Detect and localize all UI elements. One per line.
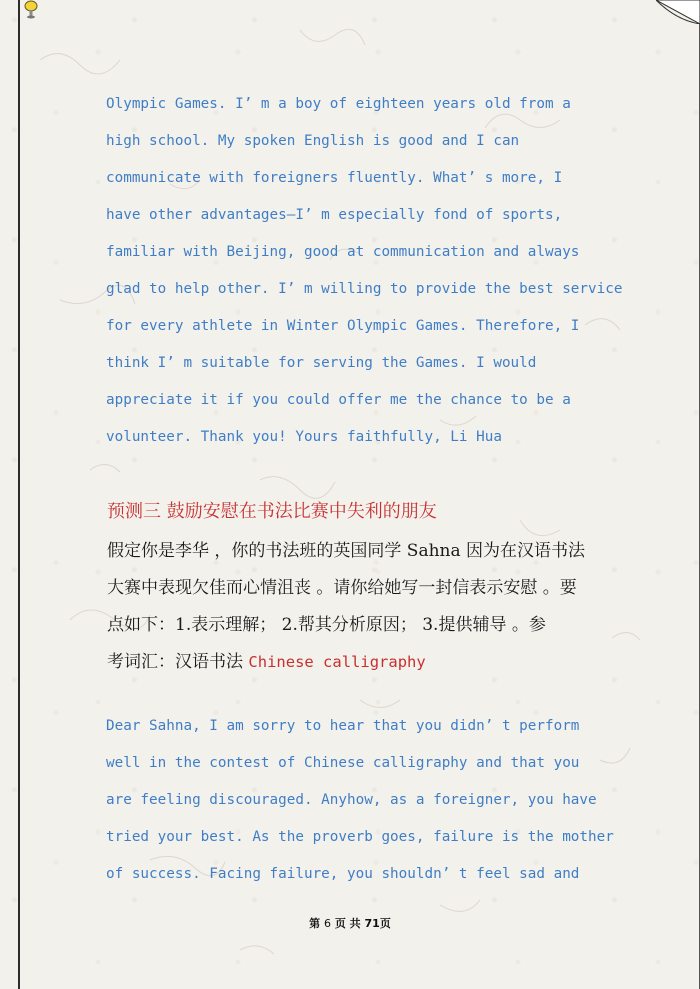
text-line: familiar with Beijing, good at communication and always (106, 244, 580, 260)
left-margin-line (18, 0, 20, 989)
vocab-line (107, 644, 607, 681)
text-line: communicate with foreigners fluently. What’ s more, I (106, 170, 563, 186)
prompt-line: 假定你是李华 ，你的书法班的英国同学 Sahna 因为在汉语书法 (107, 541, 586, 561)
prompt-line: 点如下：1.表示理解； 2.帮其分析原因； 3.提供辅导 。参 (107, 615, 546, 635)
text-line: of success. Facing failure, you shouldn’ t feel sad and (106, 866, 580, 882)
vocab-label: 考词汇：汉语书法 (107, 652, 249, 672)
footer-label: 页 (379, 917, 391, 930)
page-number: 6 (324, 917, 331, 930)
section-title: 预测三 鼓励安慰在书法比赛中失利的朋友 (107, 501, 437, 522)
text-line: have other advantages—I’ m especially fond of sports, (106, 207, 563, 223)
text-line: Dear Sahna, I am sorry to hear that you didn’ t perform (106, 718, 580, 734)
text-line: for every athlete in Winter Olympic Games. Therefore, I (106, 318, 580, 334)
vocab-term: Chinese calligraphy (248, 653, 426, 671)
text-line: tried your best. As the proverb goes, failure is the mother (106, 829, 614, 845)
page-footer (0, 915, 700, 931)
text-line: well in the contest of Chinese calligraphy and that you (106, 755, 580, 771)
pushpin-icon (20, 0, 42, 22)
footer-label: 第 (309, 917, 321, 930)
footer-label: 页 共 (334, 917, 361, 930)
text-line: glad to help other. I’ m willing to provide the best service (106, 281, 623, 297)
text-line: are feeling discouraged. Anyhow, as a foreigner, you have (106, 792, 597, 808)
english-paragraph-top (106, 86, 623, 456)
text-line: think I’ m suitable for serving the Games. I would (106, 355, 537, 371)
text-line: volunteer. Thank you! Yours faithfully, Li Hua (106, 429, 502, 445)
page-corner-fold (656, 0, 700, 24)
total-pages: 71 (364, 917, 380, 930)
english-letter (106, 708, 614, 893)
chinese-prompt (107, 533, 607, 681)
text-line: appreciate it if you could offer me the chance to be a (106, 392, 571, 408)
prompt-line: 大赛中表现欠佳而心情沮丧 。请你给她写一封信表示安慰 。要 (107, 578, 577, 598)
text-line: high school. My spoken English is good and I can (106, 133, 520, 149)
text-line: Olympic Games. I’ m a boy of eighteen years old from a (106, 96, 571, 112)
